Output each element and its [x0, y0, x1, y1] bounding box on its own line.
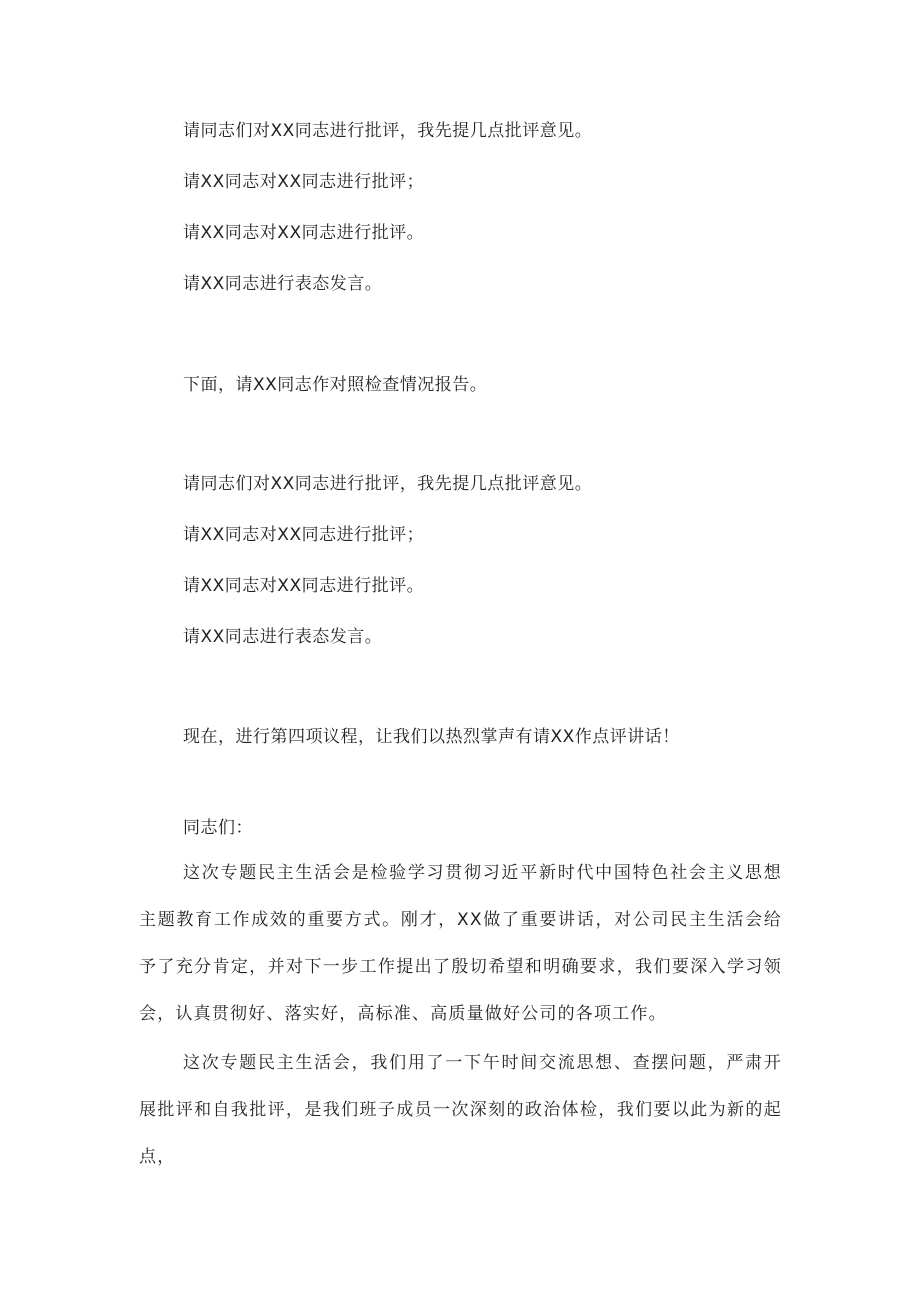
- salutation: 同志们：: [183, 818, 253, 838]
- text-line: 请同志们对XX同志进行批评，我先提几点批评意见。: [183, 121, 593, 141]
- body-paragraph: 这次专题民主生活会是检验学习贯彻习近平新时代中国特色社会主义思想主题教育工作成效的重要方式。刚才，XX做了重要讲话，对公司民主生活会给予了充分肯定，并对下一步工作提出了殷切希望和明确要求，我们要深入学习领会，认真贯彻好、落实好，高标准、高质量做好公司的各项工作。: [139, 863, 782, 1024]
- text-line: 现在，进行第四项议程，让我们以热烈掌声有请XX作点评讲话！: [183, 727, 680, 747]
- body-paragraph: 这次专题民主生活会，我们用了一下午时间交流思想、查摆问题，严肃开展批评和自我批评，是我们班子成员一次深刻的政治体检，我们要以此为新的起点，: [139, 1053, 782, 1167]
- text-line: 请XX同志对XX同志进行批评；: [183, 172, 425, 192]
- text-line: 请XX同志进行表态发言。: [183, 627, 383, 647]
- text-line: 请同志们对XX同志进行批评，我先提几点批评意见。: [183, 474, 593, 494]
- text-line: 请XX同志对XX同志进行批评；: [183, 525, 425, 545]
- text-line: 请XX同志进行表态发言。: [183, 274, 383, 294]
- text-line: 请XX同志对XX同志进行批评。: [183, 223, 425, 243]
- text-line: 请XX同志对XX同志进行批评。: [183, 576, 425, 596]
- text-line: 下面，请XX同志作对照检查情况报告。: [183, 375, 488, 395]
